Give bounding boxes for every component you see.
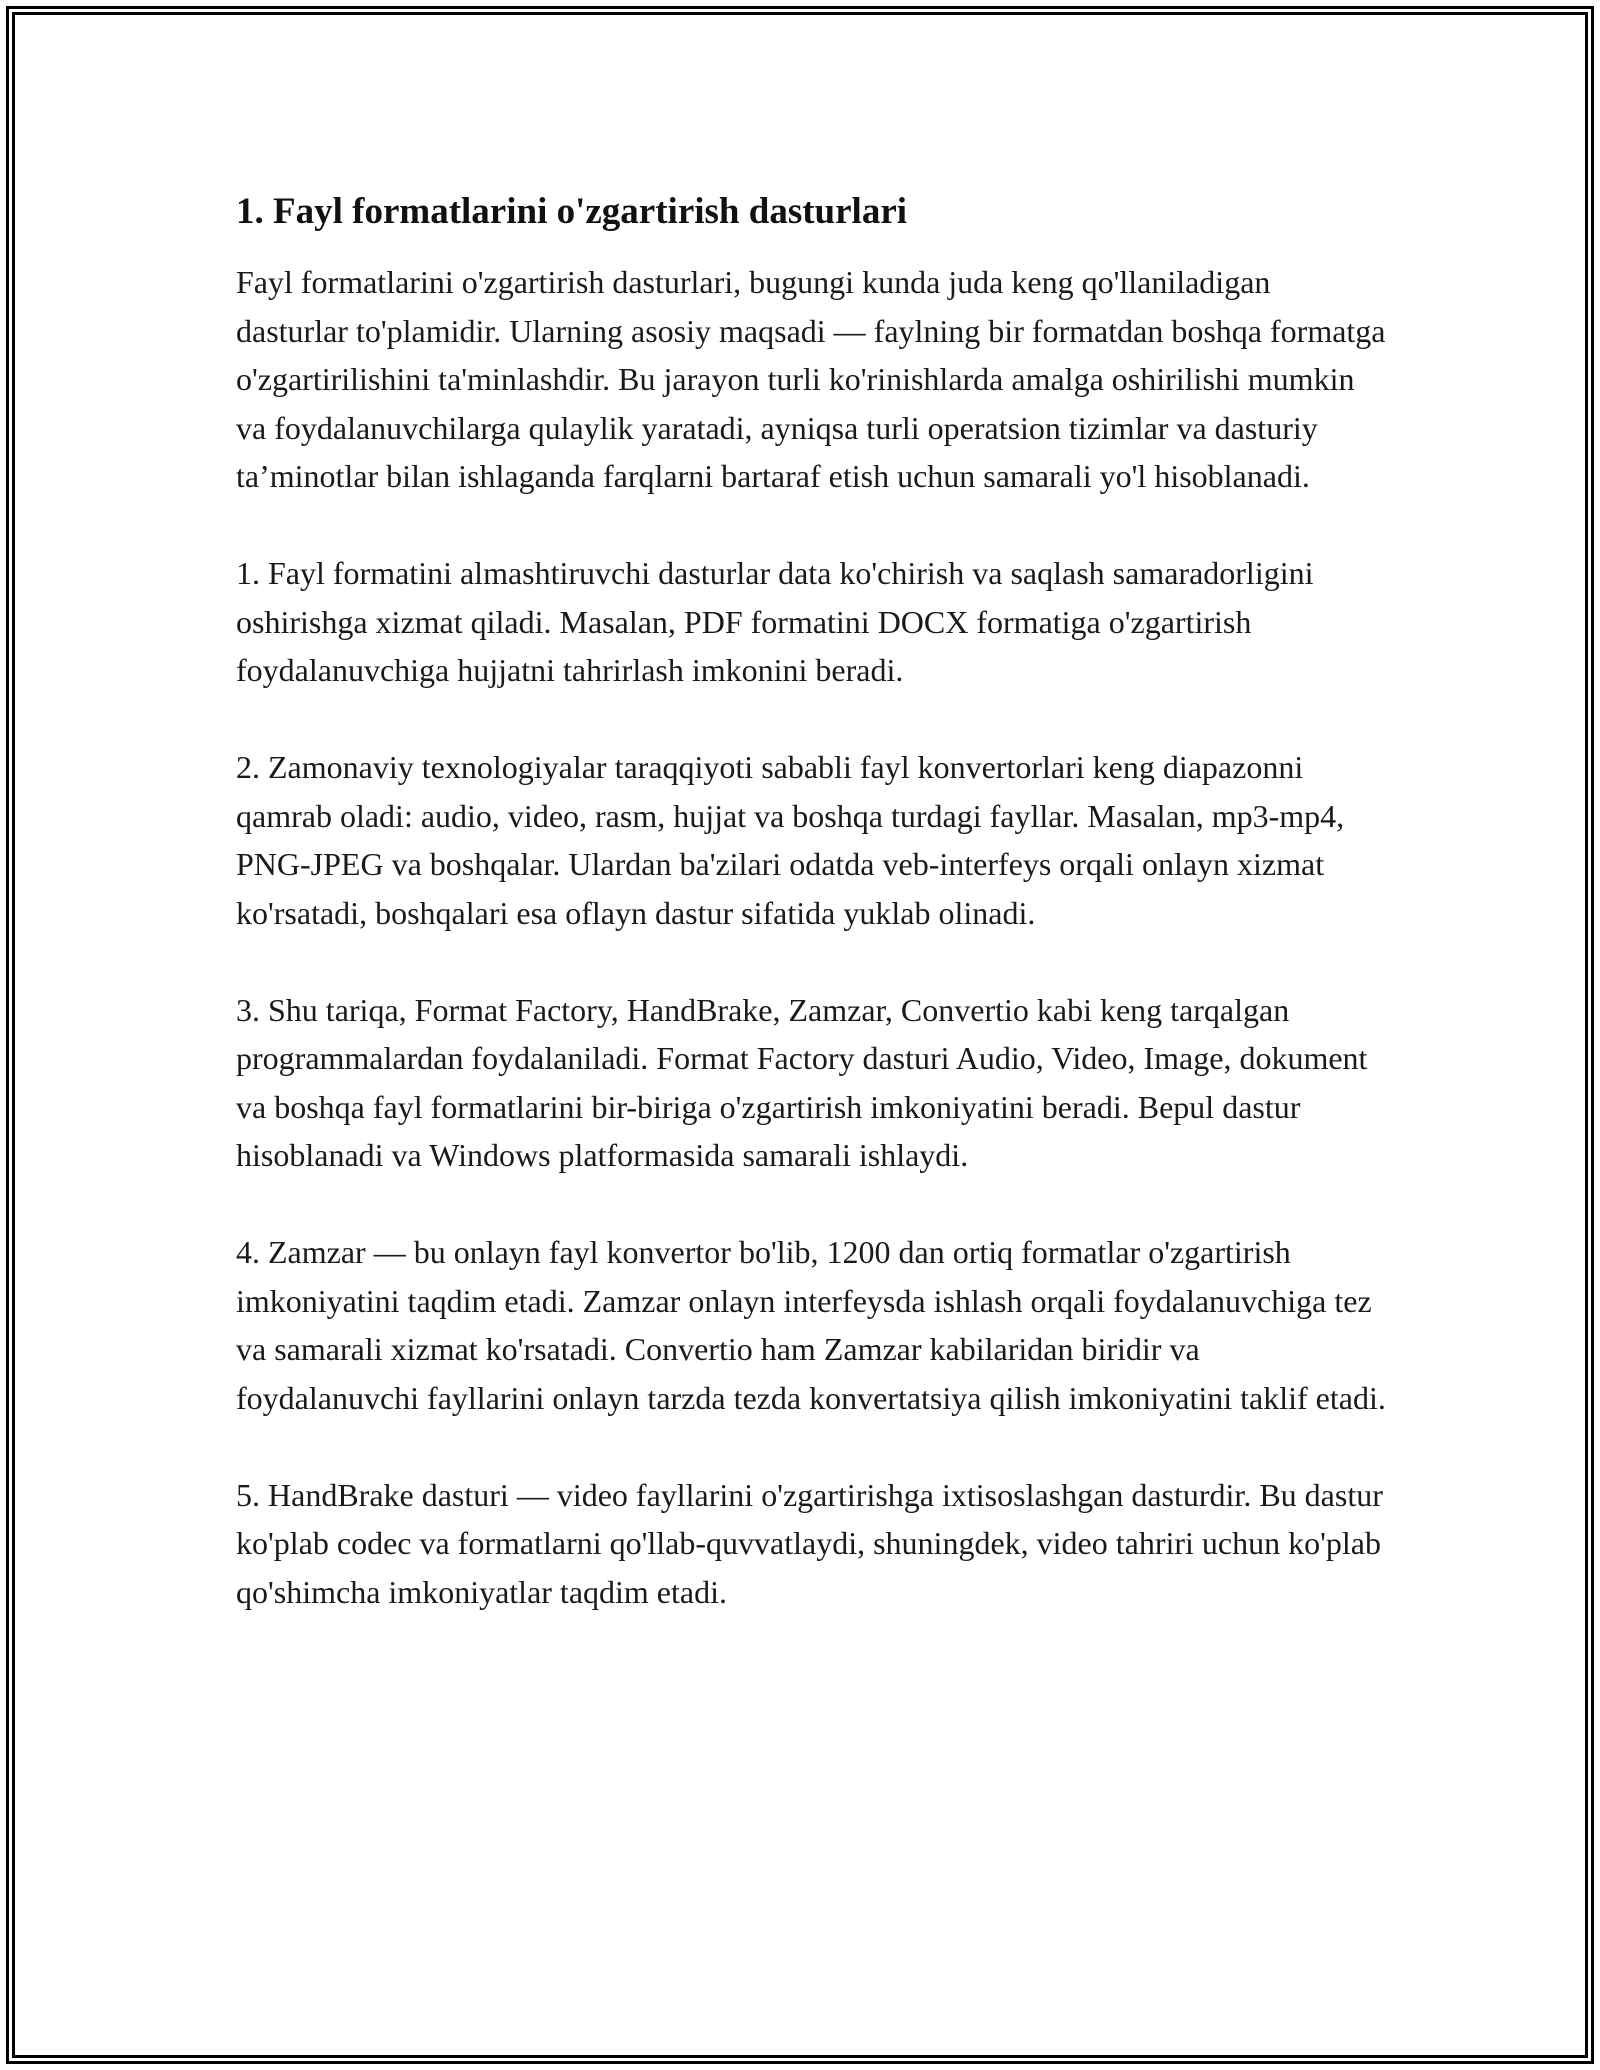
- paragraph-1: 1. Fayl formatini almashtiruvchi dasturlar data ko'chirish va saqlash samaradorligini oshirishga xizmat qiladi. Masalan, PDF formatini DOCX formatiga o'zgartirish foydalanuvchiga hujjatni tahrirlash imkonini beradi.: [236, 555, 1314, 688]
- paragraph-3: 3. Shu tariqa, Format Factory, HandBrake, Zamzar, Convertio kabi keng tarqalgan programmalardan foydalaniladi. Format Factory dasturi Audio, Video, Image, dokument va boshqa fayl formatlarini bir-biriga o'zgartirish imkoniyatini beradi. Bepul dastur hisoblanadi va Windows platformasida samarali ishlaydi.: [236, 991, 1368, 1173]
- document-body: [236, 188, 1386, 1616]
- section-heading: 1. Fayl formatlarini o'zgartirish dasturlari: [236, 191, 908, 232]
- paragraph-5: 5. HandBrake dasturi — video fayllarini o'zgartirishga ixtisoslashgan dasturdir. Bu dastur ko'plab codec va formatlarni qo'llab-quvvatlaydi, shuningdek, video tahriri uchun ko'plab qo'shimcha imkoniyatlar taqdim etadi.: [236, 1476, 1383, 1610]
- paragraph-2: 2. Zamonaviy texnologiyalar taraqqiyoti sababli fayl konvertorlari keng diapazonni qamrab oladi: audio, video, rasm, hujjat va boshqa turdagi fayllar. Masalan, mp3-mp4, PNG-JPEG va boshqalar. Ulardan ba'zilari odatda veb-interfeys orqali onlayn xizmat ko'rsatadi, boshqalari esa oflayn dastur sifatida yuklab olinadi.: [236, 749, 1345, 931]
- intro-paragraph: Fayl formatlarini o'zgartirish dasturlari, bugungi kunda juda keng qo'llaniladigan dasturlar to'plamidir. Ularning asosiy maqsadi — faylning bir formatdan boshqa formatga o'zgartirilishini ta'minlashdir. Bu jarayon turli ko'rinishlarda amalga oshirilishi mumkin va foydalanuvchilarga qulaylik yaratadi, ayniqsa turli operatsion tizimlar va dasturiy ta’minotlar bilan ishlaganda farqlarni bartaraf etish uchun samarali yo'l hisoblanadi.: [236, 264, 1386, 494]
- paragraph-4: 4. Zamzar — bu onlayn fayl konvertor bo'lib, 1200 dan ortiq formatlar o'zgartirish imkoniyatini taqdim etadi. Zamzar onlayn interfeysda ishlash orqali foydalanuvchiga tez va samarali xizmat ko'rsatadi. Convertio ham Zamzar kabilaridan biridir va foydalanuvchi fayllarini onlayn tarzda tezda konvertatsiya qilish imkoniyatini taklif etadi.: [236, 1234, 1386, 1416]
